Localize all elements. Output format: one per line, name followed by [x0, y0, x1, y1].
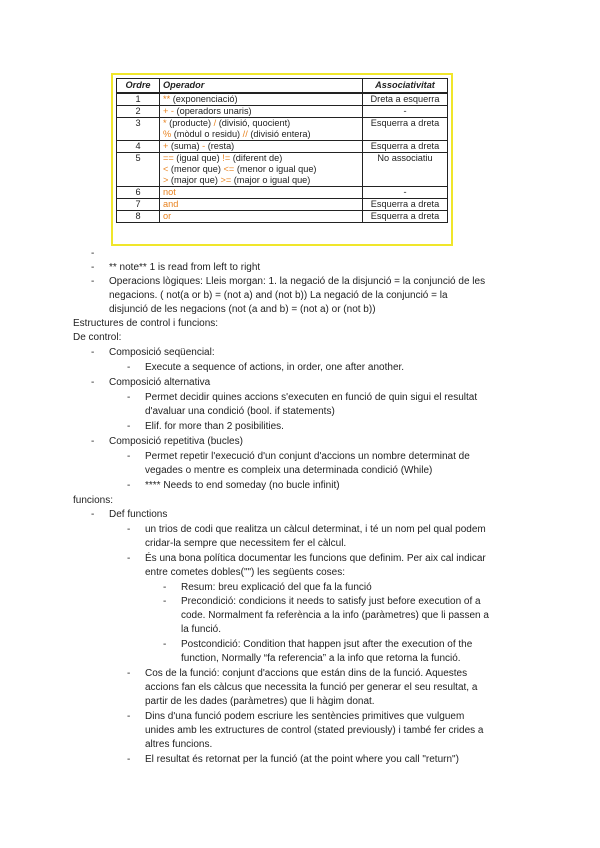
bullet-dash: -: [163, 582, 167, 593]
text-line: la funció.: [181, 624, 222, 635]
bullet-dash: -: [91, 509, 95, 520]
associativity-cell: -: [363, 106, 448, 118]
text-line: code. Normalment fa referència a la info (paràmetres) que li passen a: [181, 610, 489, 621]
header-operator: Operador: [160, 79, 363, 94]
order-cell: 3: [117, 118, 160, 141]
table-header-row: [117, 79, 448, 94]
text-line: **** Needs to end someday (no bucle infinit): [145, 480, 340, 491]
associativity-cell: Esquerra a dreta: [363, 199, 448, 211]
bullet-dash: -: [91, 248, 95, 259]
table-row: [117, 106, 448, 118]
bullet-dash: -: [127, 421, 131, 432]
operator-cell: or: [160, 211, 363, 223]
bullet-dash: -: [127, 754, 131, 765]
text-line: És una bona política documentar les funcions que definim. Per aix cal indicar: [145, 553, 486, 564]
associativity-cell: -: [363, 187, 448, 199]
table-row: [117, 153, 448, 187]
order-cell: 1: [117, 93, 160, 106]
text-line: d'avaluar una condició (bool. if statements): [145, 406, 335, 417]
table-row: [117, 93, 448, 106]
table-row: [117, 118, 448, 141]
operator-precedence-table: [116, 78, 448, 223]
text-line: function, Normally “fa referencia” a la info que retorna la funció.: [181, 653, 461, 664]
text-line: Dins d'una funció podem escriure les sentències primitives que vulguem: [145, 711, 465, 722]
text-line: entre cometes dobles("") les següents coses:: [145, 567, 345, 578]
table-row: [117, 211, 448, 223]
order-cell: 4: [117, 141, 160, 153]
bullet-dash: -: [127, 553, 131, 564]
text-line: partir de les dades (paràmetres) que li hàgim donat.: [145, 696, 375, 707]
text-line: Operacions lògiques: Lleis morgan: 1. la negació de la disjunció = la conjunció de les: [109, 276, 486, 287]
text-line: Precondició: condicions it needs to satisfy just before execution of a: [181, 596, 481, 607]
bullet-dash: -: [127, 362, 131, 373]
text-line: funcions:: [73, 495, 114, 506]
bullet-dash: -: [163, 639, 167, 650]
bullet-dash: -: [127, 480, 131, 491]
bullet-dash: -: [91, 347, 95, 358]
text-line: Cos de la funció: conjunt d'accions que están dins de la funció. Aquestes: [145, 668, 468, 679]
text-line: Permet repetir l'execució d'un conjunt d'accions un nombre determinat de: [145, 451, 470, 462]
text-line: accions fan els càlcus que necessita la funció per generar el seu resultat, a: [145, 682, 478, 693]
text-line: Resum: breu explicació del que fa la funció: [181, 582, 372, 593]
text-line: un trios de codi que realitza un càlcul determinat, i té un nom pel qual podem: [145, 524, 486, 535]
text-line: unides amb les extructures de control (stated previously) i també fer crides a: [145, 725, 484, 736]
bullet-dash: -: [91, 436, 95, 447]
bullet-dash: -: [91, 377, 95, 388]
text-line: Composició repetitiva (bucles): [109, 436, 243, 447]
text-line: vegades o mentre es compleix una determinada condició (While): [145, 465, 433, 476]
text-line: Composició seqüencial:: [109, 347, 215, 358]
text-line: Permet decidir quines accions s'executen en funció de quin sigui el resultat: [145, 392, 478, 403]
text-line: Def functions: [109, 509, 168, 520]
operator-cell: == (igual que) != (diferent de) < (menor que) <= (menor o igual que) > (major que) >= (major o igual que): [160, 153, 363, 187]
operator-cell: ** (exponenciació): [160, 93, 363, 106]
bullet-dash: -: [127, 451, 131, 462]
bullet-dash: -: [91, 276, 95, 287]
bullet-dash: -: [127, 711, 131, 722]
order-cell: 7: [117, 199, 160, 211]
text-line: Execute a sequence of actions, in order, one after another.: [145, 362, 405, 373]
header-associativity: Associativitat: [363, 79, 448, 94]
order-cell: 6: [117, 187, 160, 199]
table-row: [117, 199, 448, 211]
bullet-dash: -: [163, 596, 167, 607]
table-row: [117, 187, 448, 199]
table-row: [117, 141, 448, 153]
associativity-cell: Esquerra a dreta: [363, 211, 448, 223]
associativity-cell: No associatiu: [363, 153, 448, 187]
text-line: Estructures de control i funcions:: [73, 318, 219, 329]
text-line: De control:: [73, 332, 122, 343]
bullet-dash: -: [127, 668, 131, 679]
text-line: disjunció de les negacions (not (a and b) = (not a) or (not b)): [109, 304, 376, 315]
associativity-cell: Esquerra a dreta: [363, 118, 448, 141]
text-line: ** note** 1 is read from left to right: [109, 262, 261, 273]
operator-cell: + - (operadors unaris): [160, 106, 363, 118]
operator-cell: * (producte) / (divisió, quocient) % (mòdul o residu) // (divisió entera): [160, 118, 363, 141]
order-cell: 5: [117, 153, 160, 187]
bullet-dash: -: [127, 524, 131, 535]
operator-precedence-table-frame: [111, 73, 453, 246]
text-line: Elif. for more than 2 posibilities.: [145, 421, 284, 432]
operator-cell: and: [160, 199, 363, 211]
text-line: negacions. ( not(a or b) = (not a) and (not b)) La negació de la conjunció = la: [109, 290, 448, 301]
header-order: Ordre: [117, 79, 160, 94]
order-cell: 8: [117, 211, 160, 223]
operator-cell: + (suma) - (resta): [160, 141, 363, 153]
operator-cell: not: [160, 187, 363, 199]
bullet-dash: -: [127, 392, 131, 403]
bullet-dash: -: [91, 262, 95, 273]
text-line: El resultat és retornat per la funció (at the point where you call "return"): [145, 754, 459, 765]
text-line: cridar-la sempre que necessitem fer el càlcul.: [145, 538, 347, 549]
associativity-cell: Esquerra a dreta: [363, 141, 448, 153]
order-cell: 2: [117, 106, 160, 118]
associativity-cell: Dreta a esquerra: [363, 93, 448, 106]
text-line: Postcondició: Condition that happen jsut after the execution of the: [181, 639, 473, 650]
text-line: Composició alternativa: [109, 377, 211, 388]
text-line: altres funcions.: [145, 739, 213, 750]
